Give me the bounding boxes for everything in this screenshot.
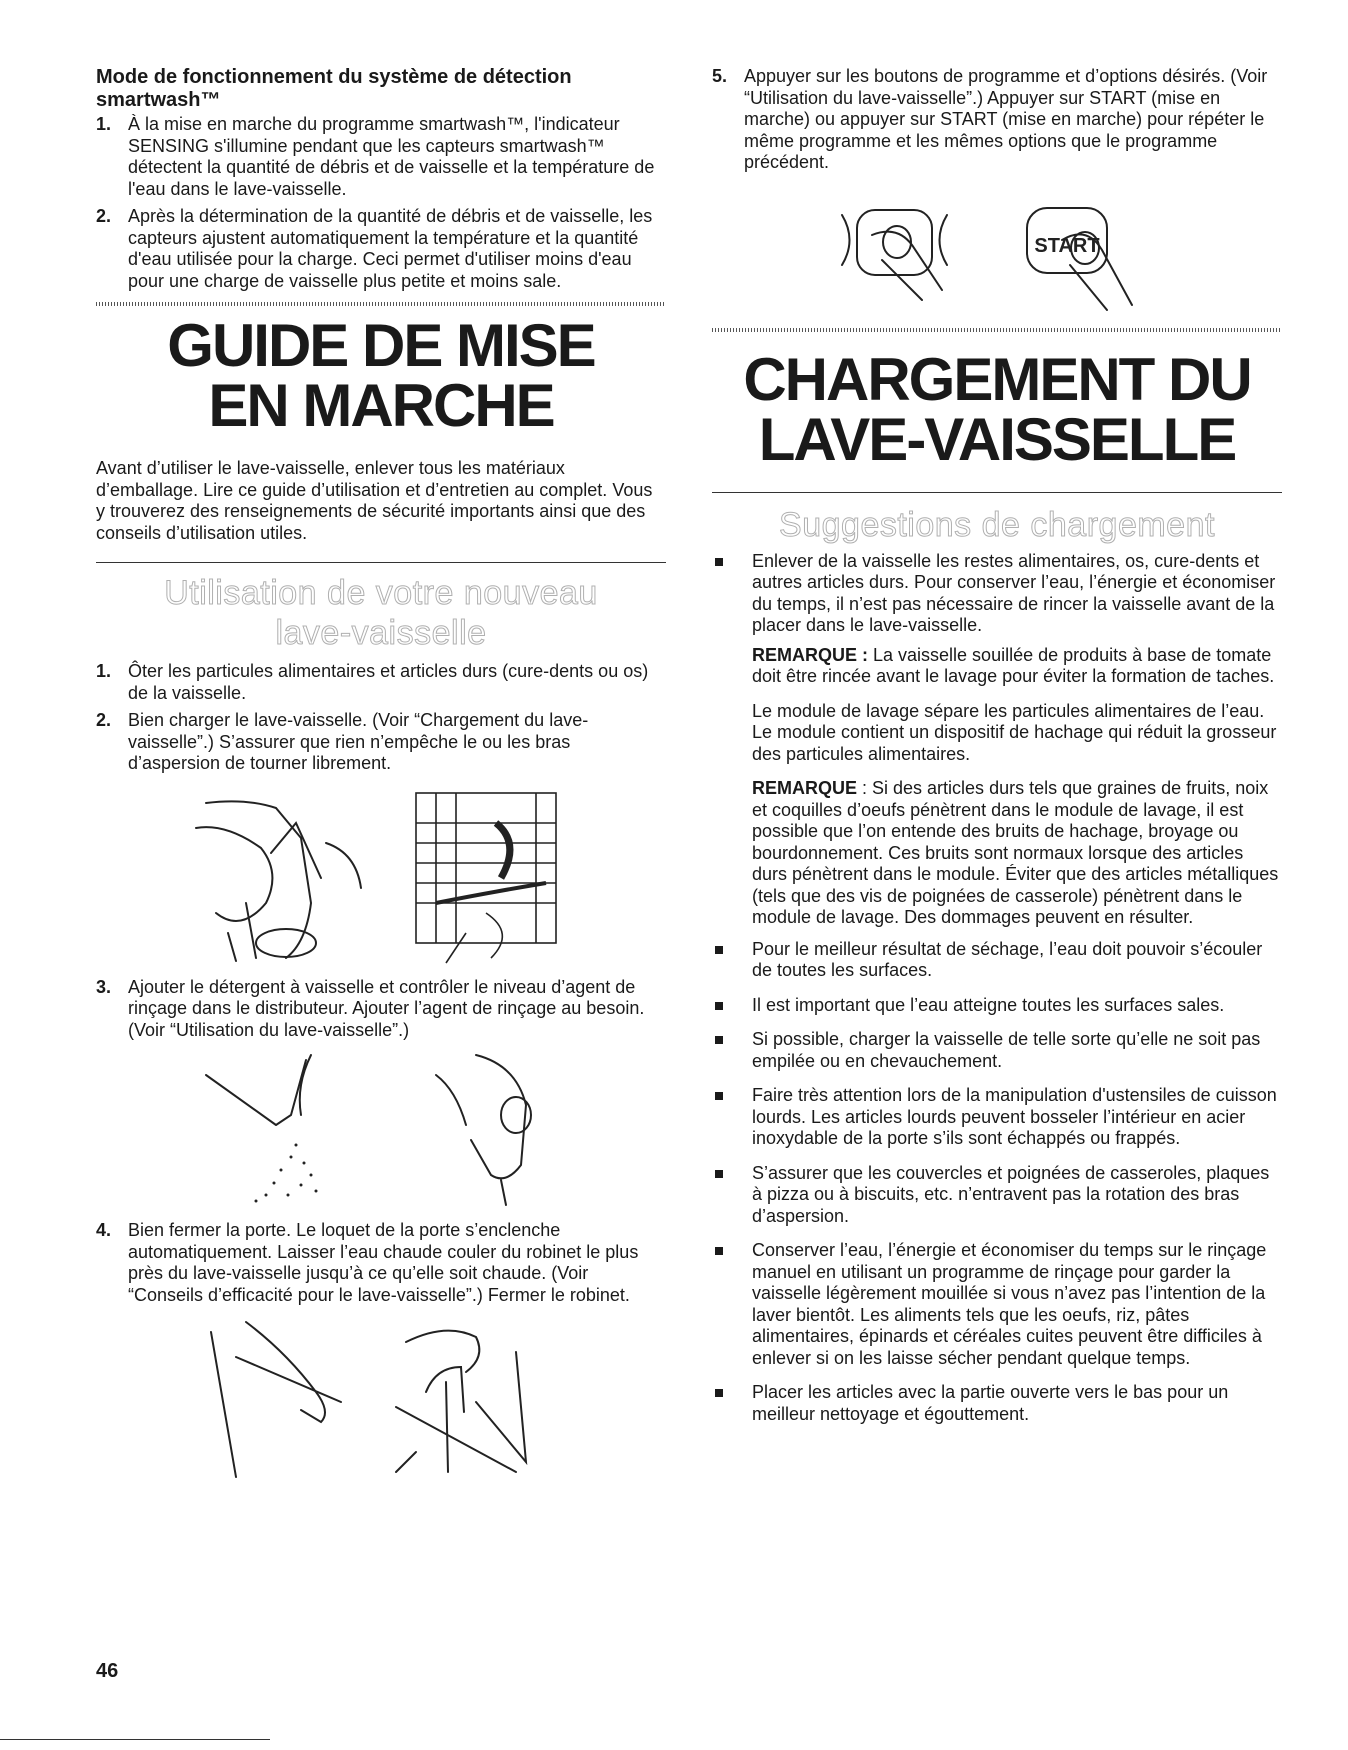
section-divider (96, 562, 666, 563)
bullet-square (715, 1170, 723, 1178)
bottom-rule (0, 1739, 270, 1740)
list-item: Placer les articles avec la partie ouverte vers le bas pour un meilleur nettoyage et égouttement. (712, 1382, 1282, 1425)
detergent-illustration (96, 1045, 666, 1220)
button-press-illustration (712, 180, 1282, 320)
chargement-title: CHARGEMENT DU LAVE-VAISSELLE (743, 345, 1251, 473)
list-item: 4. Bien fermer la porte. Le loquet de la porte s’enclenche automatiquement. Laisser l’eau chaude couler du robinet le plus près du lave-vaisselle jusqu’à ce qu’elle soit chaude. (Voir “Conseils d’efficacité pour le lave-vaisselle”.) Fermer le robinet. (96, 1220, 639, 1305)
dotted-divider (712, 328, 1282, 332)
start-button-label: START (1034, 234, 1100, 257)
bullet-square (715, 1389, 723, 1397)
list-item: 5. Appuyer sur les boutons de programme et d’options désirés. (Voir “Utilisation du lave-vaisselle”.) Appuyer sur START (mise en marche) ou appuyer sur START (mise en marche) pour répéter le même programme et les mêmes options que le programme précédent. (712, 66, 1268, 172)
bullet-square (715, 946, 723, 954)
guide-title: GUIDE DE MISE EN MARCHE (167, 312, 595, 439)
scrape-and-load-illustration (96, 783, 666, 973)
detergent-step (96, 977, 666, 1042)
list-item: 3. Ajouter le détergent à vaisselle et contrôler le niveau d’agent de rinçage dans le distributeur. Ajouter l’agent de rinçage au besoin. (Voir “Utilisation du lave-vaisselle”.) (96, 976, 645, 1040)
right-column (712, 66, 1282, 1438)
smartwash-steps (96, 114, 666, 292)
door-and-faucet-illustration (96, 1312, 666, 1482)
list-item: 2. Bien charger le lave-vaisselle. (Voir “Chargement du lave-vaisselle”.) S’assurer que rien n’empêche le ou les bras d’aspersion de tourner librement. (96, 710, 589, 773)
bullet-square (715, 1002, 723, 1010)
bullet-square (715, 1036, 723, 1044)
smartwash-heading: Mode de fonctionnement du système de détection smartwash™ (96, 66, 572, 111)
page-number: 46 (96, 1660, 119, 1682)
list-item: Si possible, charger la vaisselle de telle sorte qu’elle ne soit pas empilée ou en chevauchement. (712, 1029, 1282, 1072)
bullet-square (715, 1247, 723, 1255)
list-item: 1. À la mise en marche du programme smartwash™, l'indicateur SENSING s'illumine pendant que les capteurs smartwash™ détectent la quantité de débris et de vaisselle et la température de l'eau dans le lave-vaisselle. (96, 114, 655, 199)
list-item: 1. Ôter les particules alimentaires et articles durs (cure-dents ou os) de la vaisselle. (96, 661, 649, 703)
remark-2: REMARQUE : Si des articles durs tels que graines de fruits, noix et coquilles d’oeufs pénètrent dans le module de lavage, il est possible que l’on entende des bruits de hachage, broyage ou bourdonnement. Ces bruits sont normaux lorsque des articles durs pénètrent dans le module. Éviter que des articles métalliques (tels que des vis de poignées de casserole) pénètrent dans le module de lavage. Des dommages peuvent en résulter. (752, 778, 1279, 927)
section-divider (712, 492, 1282, 493)
list-item: Faire très attention lors de la manipulation d'ustensiles de cuisson lourds. Les articles lourds peuvent bosseler l’intérieur en acier inoxydable de la porte s’ils sont échappés ou frappés. (712, 1085, 1282, 1150)
list-item: Conserver l’eau, l’énergie et économiser du temps sur le rinçage manuel en utilisant un programme de rinçage pour garder la vaisselle légèrement mouillée si vous n’avez pas l’intention de la laver bientôt. Les aliments tels que les oeufs, riz, pâtes alimentaires, épinards et céréales cuites peuvent être difficiles à enlever si on les laisse sécher pendant quelque temps. (712, 1240, 1282, 1369)
suggestions-title: Suggestions de chargement (779, 505, 1215, 544)
module-text: Le module de lavage sépare les particules alimentaires de l’eau. Le module contient un dispositif de hachage qui réduit la grosseur des particules alimentaires. (752, 700, 1277, 764)
guide-intro: Avant d’utiliser le lave-vaisselle, enlever tous les matériaux d’emballage. Lire ce guide d’utilisation et d’entretien au complet. Vous y trouverez des renseignements de sécurité importants ainsi que des conseils d’utilisation utiles. (96, 458, 653, 543)
utilisation-title: Utilisation de votre nouveau lave-vaisselle (164, 574, 598, 652)
start-steps (96, 661, 666, 775)
list-item: Enlever de la vaisselle les restes alimentaires, os, cure-dents et autres articles durs. Pour conserver l’eau, l’énergie et économiser du temps, il n’est pas nécessaire de rincer la vaisselle avant de la placer dans le lave-vaisselle. (712, 551, 1282, 637)
list-item: 2. Après la détermination de la quantité de débris et de vaisselle, les capteurs ajustent automatiquement la température et la quantité d'eau utilisée pour la charge. Ceci permet d'utiliser moins d'eau pour une charge de vaisselle plus petite et moins sale. (96, 206, 653, 291)
list-item: Pour le meilleur résultat de séchage, l’eau doit pouvoir s’écouler de toutes les surfaces. (712, 939, 1282, 982)
list-item: Il est important que l’eau atteigne toutes les surfaces sales. (712, 995, 1282, 1017)
list-item: S’assurer que les couvercles et poignées de casseroles, plaques à pizza ou à biscuits, etc. n’entravent pas la rotation des bras d’aspersion. (712, 1163, 1282, 1228)
loading-tips (712, 551, 1282, 637)
dotted-divider (96, 302, 666, 306)
loading-tips-more (712, 939, 1282, 1426)
door-step (96, 1220, 666, 1306)
program-step (712, 66, 1282, 174)
bullet-square (715, 1092, 723, 1100)
bullet-square (715, 558, 723, 566)
left-column (96, 66, 666, 1482)
remark-1: REMARQUE : La vaisselle souillée de produits à base de tomate doit être rincée avant le lavage pour éviter la formation de taches. (752, 644, 1275, 686)
